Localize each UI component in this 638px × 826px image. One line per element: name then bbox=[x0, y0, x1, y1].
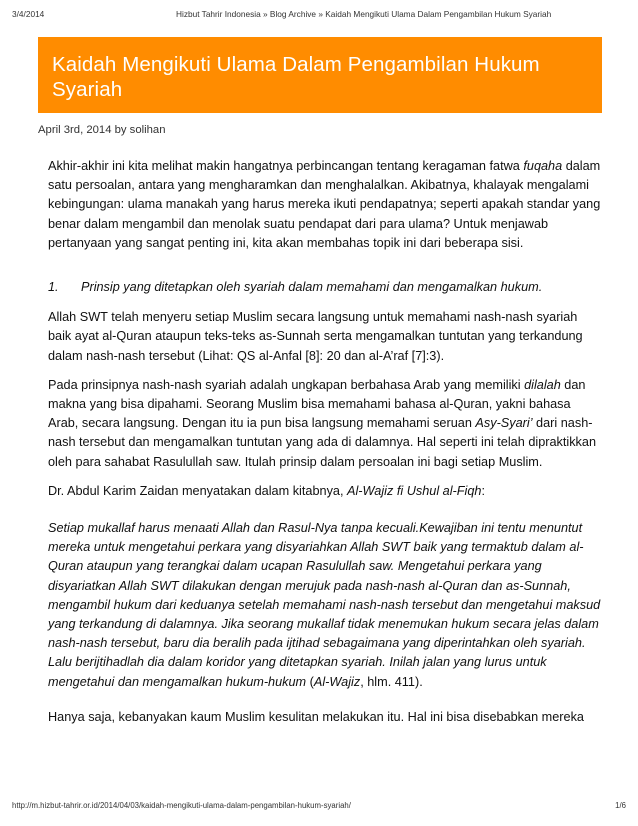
print-footer bbox=[12, 801, 626, 813]
title-banner bbox=[38, 37, 602, 113]
source-url: http://m.hizbut-tahrir.or.id/2014/04/03/kaidah-mengikuti-ulama-dalam-pengambilan-hukum-syariah/ bbox=[12, 801, 351, 810]
section-heading-text: Prinsip yang ditetapkan oleh syariah dalam memahami dan mengamalkan hukum. bbox=[81, 280, 543, 295]
italic-term: fuqaha bbox=[523, 159, 563, 173]
text-run: Akhir-akhir ini kita melihat makin hangatnya perbincangan tentang keragaman fatwa bbox=[48, 159, 524, 173]
text-run: Dr. Abdul Karim Zaidan menyatakan dalam kitabnya, bbox=[48, 483, 348, 498]
text-run: ( bbox=[306, 674, 314, 689]
citation: , hlm. 411). bbox=[360, 674, 423, 689]
section-heading bbox=[48, 278, 603, 297]
article-body bbox=[48, 157, 603, 737]
page-number: 1/6 bbox=[615, 801, 626, 810]
text-run: Pada prinsipnya nash-nash syariah adalah ungkapan berbahasa Arab yang memiliki bbox=[48, 377, 525, 392]
quote-text: Setiap mukallaf harus menaati Allah dan Rasul-Nya tanpa kecuali.Kewajiban ini tentu menuntut mereka untuk mengetahui perkara yang disyariahkan Allah SWT baik yang termaktub dalam al-Quran ataupun yang terangkai dalam ucapan Rasulullah saw. Mengetahui perkara yang disyariatkan Allah SWT dilakukan dengan merujuk pada nash-nash al-Quran dan as-Sunnah, mengambil hukum dari keduanya setelah memahami nash-nash tersebut dan mengetahui maksud yang terkandung di dalamnya. Jika seorang mukallaf tidak menemukan hukum secara jelas dalam nash-nash tersebut, baru dia beralih pada ijtihad sebagaimana yang diperintahkan oleh syariah. Lalu berijtihadlah dia dalam koridor yang ditetapkan syariah. Inilah jalan yang lurus untuk mengetahui dan mengamalkan hukum-hukum bbox=[48, 521, 601, 689]
book-title: Al-Wajiz fi Ushul al-Fiqh bbox=[347, 483, 482, 498]
text-run: dalam satu persoalan, antara yang mengharamkan dan menghalalkan. Akibatnya, khalayak mengalami kebingungan: ulama manakah yang harus mereka ikuti pendapatnya; seperti apakah standar yang benar dalam mengambil dan menolak suatu pendapat dari para ulama? Untuk menjawab pertanyaan yang sangat penting ini, kita akan membahas topik ini dari beberapa sisi. bbox=[48, 159, 601, 250]
book-title: Al-Wajiz bbox=[313, 674, 361, 689]
print-date: 3/4/2014 bbox=[12, 9, 45, 19]
paragraph-2 bbox=[48, 376, 603, 472]
quote-block bbox=[48, 519, 603, 692]
section-number: 1. bbox=[48, 280, 59, 295]
text-run: dan makna yang bisa dipahami. Seorang Muslim bisa memahami bahasa al-Quran, yakni bahasa Arab, secara langsung. Dengan itu ia pun bisa langsung memahami seruan bbox=[48, 377, 586, 431]
print-header bbox=[12, 9, 626, 21]
paragraph-4: Hanya saja, kebanyakan kaum Muslim kesulitan melakukan itu. Hal ini bisa disebabkan mereka bbox=[48, 709, 584, 724]
italic-term: Asy-Syari’ bbox=[475, 416, 533, 431]
article-byline: April 3rd, 2014 by solihan bbox=[38, 124, 166, 136]
print-page-title: Hizbut Tahrir Indonesia » Blog Archive » Kaidah Mengikuti Ulama Dalam Pengambilan Hukum Syariah bbox=[176, 9, 552, 19]
text-run: : bbox=[481, 483, 485, 498]
text-run: dari nash-nash tersebut dan mengamalkan tuntutan yang ada di dalamnya. Hal seperti ini telah dipraktikkan oleh para sahabat Rasulullah saw. Itulah prinsip dalam persoalan ini bagi setiap Muslim. bbox=[48, 416, 597, 469]
italic-term: dilalah bbox=[524, 377, 561, 392]
paragraph-3 bbox=[48, 482, 603, 501]
article-title: Kaidah Mengikuti Ulama Dalam Pengambilan Hukum Syariah bbox=[52, 53, 540, 101]
paragraph-1: Allah SWT telah menyeru setiap Muslim secara langsung untuk memahami nash-nash syariah baik ayat al-Quran ataupun teks-teks as-Sunnah serta mengamalkan tuntutan yang terkandung dalam nash-nash tersebut (Lihat: QS al-Anfal [8]: 20 dan al-A’raf [7]:3). bbox=[48, 310, 583, 363]
intro-paragraph bbox=[48, 157, 603, 253]
